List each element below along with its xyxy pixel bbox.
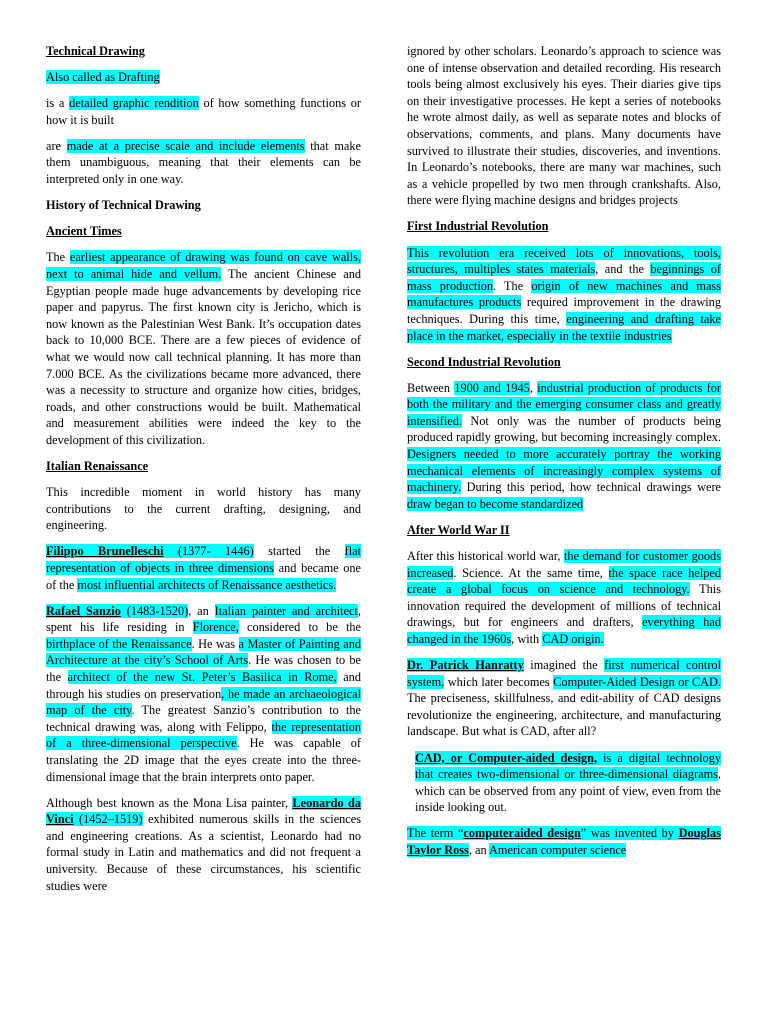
first-industrial-revolution-heading: First Industrial Revolution xyxy=(407,219,549,234)
hanratty-paragraph xyxy=(407,657,721,740)
text-run: During this period, how technical drawings were xyxy=(461,480,721,495)
highlight: flat representation of objects in three dimensions xyxy=(46,544,361,575)
da-vinci-paragraph xyxy=(46,795,361,895)
text-run: considered to be the xyxy=(238,620,361,635)
second-industrial-revolution-paragraph xyxy=(407,380,721,513)
highlight: The term “ xyxy=(407,826,464,841)
highlight: beginnings of mass production xyxy=(407,262,721,293)
highlight: the demand for customer goods increased xyxy=(407,549,721,580)
person-name: Rafael Sanzio xyxy=(46,603,121,618)
highlight: Florence, xyxy=(192,620,239,635)
highlight: (1483-1520) xyxy=(120,603,189,618)
text-run: Although best known as the Mona Lisa painter, xyxy=(46,795,293,810)
highlight: origin of new machines and mass manufactures products xyxy=(407,278,721,310)
brunelleschi-paragraph xyxy=(46,543,361,593)
term-origin-paragraph xyxy=(407,825,721,858)
highlight: ” was invented by xyxy=(580,826,679,841)
highlight: first numerical control system, xyxy=(407,658,721,689)
highlight: Also called as Drafting xyxy=(46,70,160,85)
page-title: Technical Drawing xyxy=(46,44,145,58)
highlight: Italian painter and architect xyxy=(214,603,358,618)
text-run: , spent his life residing in xyxy=(46,603,361,635)
text-run: . He was xyxy=(191,636,239,651)
after-world-war-ii-paragraph xyxy=(407,548,721,648)
highlight: birthplace of the Renaissance xyxy=(46,636,192,651)
highlight: Designers needed to more accurately portray the working mechanical elements of increasingly complex systems of machinery. xyxy=(407,447,721,495)
text-run: which later becomes xyxy=(444,674,554,689)
highlight: most influential architects of Renaissance aesthetics. xyxy=(77,577,337,592)
highlight: 1900 and 1945 xyxy=(454,380,530,395)
text-run: of how something functions or how it is built xyxy=(46,96,362,127)
text-run: This innovation required the development of millions of technical drawings, but for engineers and drafters, xyxy=(407,582,722,630)
text-run: . The xyxy=(493,278,532,293)
text-run: The ancient Chinese and Egyptian people made huge advancements by developing rice paper and papyrus. The first known city is Jericho, which is now known as the Palestinian West Bank. It’s occupation dates back to 10,000 BCE. There are a few pieces of evidence of what we would now call technical planning. It has more than 7.000 BCE. As the civilizations became more advanced, there was a necessity to structure and organize how cities, bridges, roads, and other constructions would be built. Mathematical and measurement abilities were indeed the key to the development of this civilization. xyxy=(46,266,361,447)
text-run: started the xyxy=(253,544,345,559)
second-industrial-revolution-heading: Second Industrial Revolution xyxy=(407,354,561,369)
highlight: industrial production of products for both the military and the emerging consumer class and greatly intensified. xyxy=(407,380,721,428)
da-vinci-paragraph-continued: ignored by other scholars. Leonardo’s approach to science was one of intense observation and detailed recording. His research tools being almost exclusively his eyes. Their diaries give tips on their investigative processes. He kept a series of notebooks he wrote almost daily, as well as separate notes and blocks of observations, comments, and plans. Many documents have survived to illustrate their studies, discoveries, and inventions. In Leonardo’s notebooks, there are many war machines, such as a vehicle propelled by two men through crankshafts. Also, there were flying machine designs and bridges projects xyxy=(407,44,721,208)
person-name: Dr. Patrick Hanratty xyxy=(407,658,524,673)
italian-renaissance-heading: Italian Renaissance xyxy=(46,458,149,473)
text-run: , xyxy=(529,380,538,395)
text-run: imagined the xyxy=(523,658,605,673)
highlight: , he made an archaeological map of the city xyxy=(46,686,361,718)
highlight: engineering and drafting take place in the market, especially in the textile industries xyxy=(407,311,721,343)
highlight: (1377- 1446) xyxy=(163,544,254,559)
highlight: the representation of a three-dimensional perspective xyxy=(46,719,361,751)
definition-paragraph-2 xyxy=(46,138,361,188)
highlight: made at a precise scale and include elements xyxy=(66,138,305,153)
text-run: Not only was the number of products being produced rapidly growing, but becoming increasingly complex. xyxy=(407,413,721,445)
text-run: and through his studies on preservation xyxy=(46,670,361,701)
definition-paragraph-1 xyxy=(46,95,361,128)
renaissance-intro: This incredible moment in world history has many contributions to the current drafting, designing, and engineering. xyxy=(46,485,361,533)
highlight: (1452–1519) xyxy=(73,812,143,827)
text-run: is a xyxy=(46,96,70,111)
text-run: are xyxy=(46,138,67,153)
person-name: Douglas Taylor Ross xyxy=(407,826,721,858)
highlight: earliest appearance of drawing was found on cave walls, next to animal hide and vellum. xyxy=(46,250,361,281)
text-run: , and the xyxy=(595,262,651,277)
text-run: After this historical world war, xyxy=(407,549,564,564)
highlight: CAD origin. xyxy=(542,632,604,646)
person-name: Filippo Brunelleschi xyxy=(46,544,164,559)
highlight: Computer-Aided Design or CAD. xyxy=(553,674,721,689)
person-name: Leonardo da Vinci xyxy=(46,795,361,827)
text-run: , which can be observed from any point of view, even from the inside looking out. xyxy=(415,767,721,815)
text-run: . The greatest Sanzio’s contribution to the technical drawing was, along with Felippo, xyxy=(46,703,361,734)
highlight: This revolution era received lots of innovations, tools, structures, multiples states materials xyxy=(407,245,721,277)
text-run: Between xyxy=(407,380,455,395)
highlight: detailed graphic rendition xyxy=(69,96,199,111)
text-run: required improvement in the drawing techniques. During this time, xyxy=(407,295,721,326)
text-run: , with xyxy=(511,632,543,646)
text-run: , an xyxy=(188,603,215,618)
after-world-war-ii-heading: After World War II xyxy=(407,522,510,537)
highlight: American computer science xyxy=(489,843,627,858)
highlight: architect of the new St. Peter’s Basilica in Rome, xyxy=(67,670,337,684)
first-industrial-revolution-paragraph xyxy=(407,245,721,345)
left-column xyxy=(46,43,361,904)
highlight: a Master of Painting and Architecture at the city’s School of Arts xyxy=(46,636,361,668)
text-run: The preciseness, skillfulness, and edit-ability of CAD designs revolutionize the engineering, architecture, and manufacturing landscape. But what is CAD, after all? xyxy=(407,691,721,739)
ancient-times-paragraph xyxy=(46,249,361,448)
text-run: . He was chosen to be the xyxy=(46,653,361,684)
highlight: the space race helped create a global focus on science and technology. xyxy=(407,565,721,597)
cad-definition-paragraph xyxy=(407,750,721,816)
sanzio-paragraph xyxy=(46,603,361,786)
text-run: . He was capable of translating the 2D image that the eyes create into the three-dimensional image that the brain interprets onto paper. xyxy=(46,736,361,784)
highlight: draw began to become standardized xyxy=(407,496,584,511)
term: CAD, or Computer-aided design, xyxy=(415,750,598,765)
highlight: everything had changed in the 1960s xyxy=(407,615,721,646)
history-heading: History of Technical Drawing xyxy=(46,198,201,213)
text-run: , an xyxy=(468,843,490,858)
text-run: exhibited numerous skills in the sciences and engineering creations. As a scientist, Leonardo had no formal study in Latin and mathematics and did not frequent a university. Because of these circumstances, his scientific studies were xyxy=(46,812,361,893)
text-run: and became one of the xyxy=(46,560,361,592)
highlight: is a digital technology that creates two-dimensional or three-dimensional diagrams xyxy=(415,750,721,782)
term: computeraided design xyxy=(463,826,581,841)
text-run: . Science. At the same time, xyxy=(453,565,609,580)
ancient-times-heading: Ancient Times xyxy=(46,224,122,239)
right-column xyxy=(407,43,721,868)
also-called-line xyxy=(46,69,361,86)
text-run: that make them unambiguous, meaning that their elements can be interpreted only in one way. xyxy=(46,138,361,187)
text-run: The xyxy=(46,250,70,265)
